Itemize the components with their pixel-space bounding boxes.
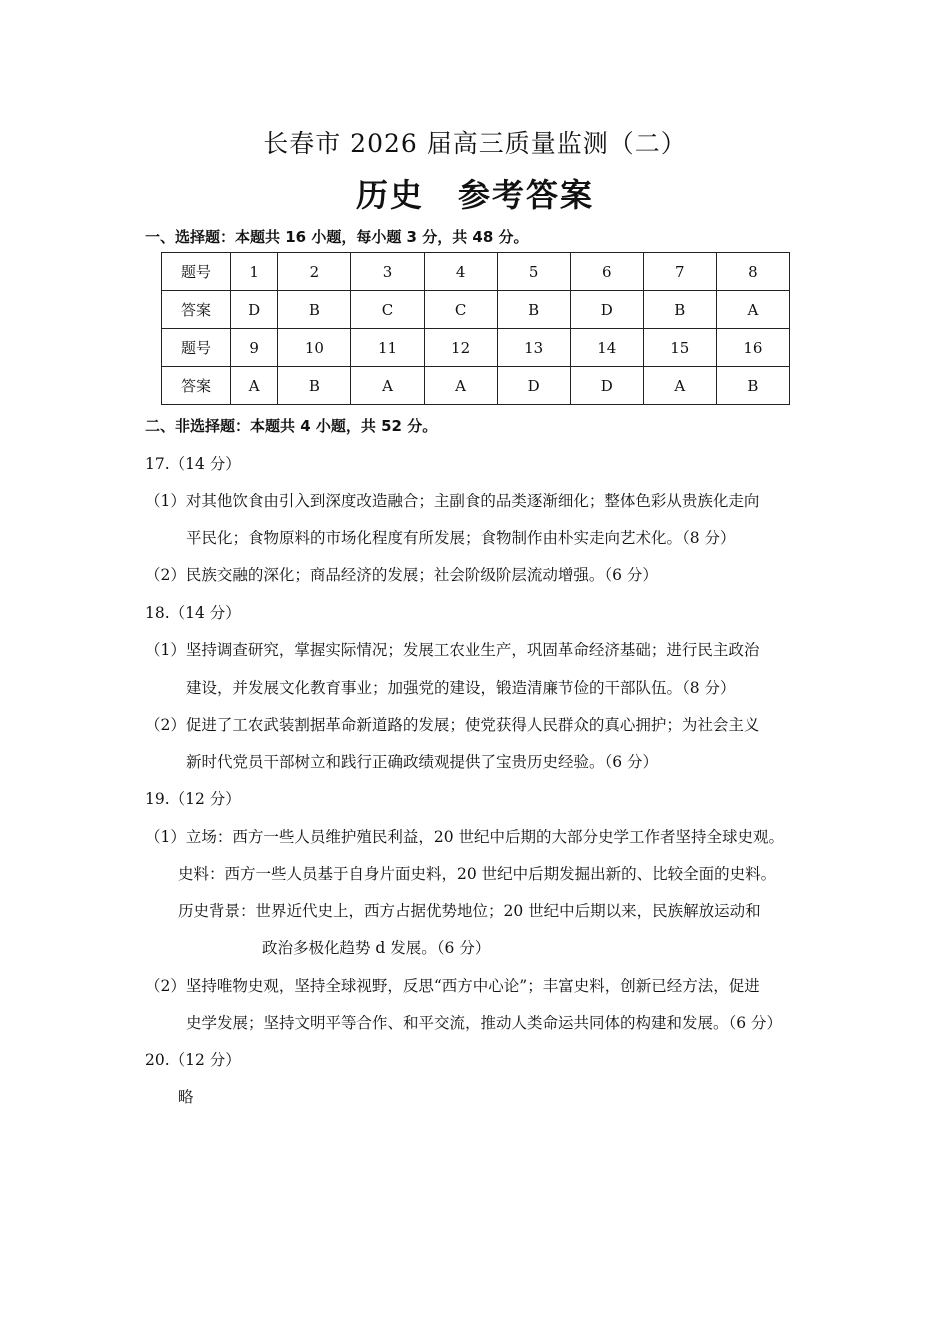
- q19-heading: 19.（12 分）: [145, 790, 241, 808]
- answer-table-cell: B: [716, 367, 789, 405]
- answer-table-cell: 6: [570, 253, 643, 291]
- q18-heading: 18.（14 分）: [145, 604, 241, 622]
- section-multiple-choice-heading: 一、选择题：本题共 16 小题，每小题 3 分，共 48 分。: [145, 228, 529, 246]
- q19-part2-line2: 史学发展；坚持文明平等合作、和平交流，推动人类命运共同体的构建和发展。（6 分）: [186, 1014, 783, 1032]
- q17-part1-line1: （1）对其他饮食由引入到深度改造融合；主副食的品类逐渐细化；整体色彩从贵族化走向: [145, 492, 760, 510]
- answer-table-cell: B: [278, 291, 351, 329]
- answer-table-cell: A: [716, 291, 789, 329]
- answer-table-cell: C: [424, 291, 497, 329]
- q19-part1-background-cont: 政治多极化趋势 d 发展。（6 分）: [262, 939, 491, 957]
- q19-part2-line1: （2）坚持唯物史观，坚持全球视野，反思“西方中心论”；丰富史料，创新已经方法，促进: [145, 977, 760, 995]
- answer-table-cell: D: [570, 291, 643, 329]
- answer-table-cell: 2: [278, 253, 351, 291]
- answer-table-cell: 7: [643, 253, 716, 291]
- document-subtitle: 历史 参考答案: [355, 176, 594, 214]
- q20-answer: 略: [178, 1088, 194, 1106]
- answer-table-cell: 11: [351, 329, 424, 367]
- answer-table-cell: 4: [424, 253, 497, 291]
- section-open-questions-heading: 二、非选择题：本题共 4 小题，共 52 分。: [145, 417, 438, 435]
- answer-table-cell: 14: [570, 329, 643, 367]
- q18-part1-line2: 建设，并发展文化教育事业；加强党的建设，锻造清廉节俭的干部队伍。（8 分）: [186, 679, 736, 697]
- answer-table: [161, 252, 790, 405]
- answer-table-cell: 3: [351, 253, 424, 291]
- answer-table-cell: C: [351, 291, 424, 329]
- answer-table-cell: 13: [497, 329, 570, 367]
- answer-table-cell: 12: [424, 329, 497, 367]
- answer-table-cell: 8: [716, 253, 789, 291]
- q17-part2: （2）民族交融的深化；商品经济的发展；社会阶级阶层流动增强。（6 分）: [145, 566, 658, 584]
- answer-table-cell: A: [643, 367, 716, 405]
- answer-table-cell: A: [351, 367, 424, 405]
- answer-table-row: [162, 367, 790, 405]
- q19-part1-sources: 史料：西方一些人员基于自身片面史料，20 世纪中后期发掘出新的、比较全面的史料。: [178, 865, 777, 883]
- answer-table-cell: 9: [231, 329, 278, 367]
- answer-table-row: [162, 329, 790, 367]
- answer-table-row-head: 答案: [162, 291, 231, 329]
- answer-table-cell: D: [497, 367, 570, 405]
- answer-table-cell: 10: [278, 329, 351, 367]
- answer-table-row-head: 题号: [162, 253, 231, 291]
- answer-table-cell: A: [424, 367, 497, 405]
- answer-table-cell: 16: [716, 329, 789, 367]
- q18-part1-line1: （1）坚持调查研究，掌握实际情况；发展工农业生产，巩固革命经济基础；进行民主政治: [145, 641, 760, 659]
- q18-part2-line2: 新时代党员干部树立和践行正确政绩观提供了宝贵历史经验。（6 分）: [186, 753, 659, 771]
- answer-table-cell: D: [231, 291, 278, 329]
- answer-table-cell: B: [643, 291, 716, 329]
- q19-part1-stance: （1）立场：西方一些人员维护殖民利益，20 世纪中后期的大部分史学工作者坚持全球史观。: [145, 828, 785, 846]
- q17-part1-line2: 平民化；食物原料的市场化程度有所发展；食物制作由朴实走向艺术化。（8 分）: [186, 529, 736, 547]
- answer-table-cell: 15: [643, 329, 716, 367]
- answer-table-row: [162, 253, 790, 291]
- answer-table-cell: B: [497, 291, 570, 329]
- answer-table-row: [162, 291, 790, 329]
- answer-table-cell: A: [231, 367, 278, 405]
- document-title: 长春市 2026 届高三质量监测（二）: [263, 129, 687, 158]
- answer-table-cell: 5: [497, 253, 570, 291]
- answer-table-cell: B: [278, 367, 351, 405]
- q17-heading: 17.（14 分）: [145, 455, 241, 473]
- q18-part2-line1: （2）促进了工农武装割据革命新道路的发展；使党获得人民群众的真心拥护；为社会主义: [145, 716, 760, 734]
- q19-part1-background: 历史背景：世界近代史上，西方占据优势地位；20 世纪中后期以来，民族解放运动和: [178, 902, 761, 920]
- q20-heading: 20.（12 分）: [145, 1051, 241, 1069]
- answer-table-cell: 1: [231, 253, 278, 291]
- answer-table-row-head: 答案: [162, 367, 231, 405]
- answer-table-row-head: 题号: [162, 329, 231, 367]
- answer-table-cell: D: [570, 367, 643, 405]
